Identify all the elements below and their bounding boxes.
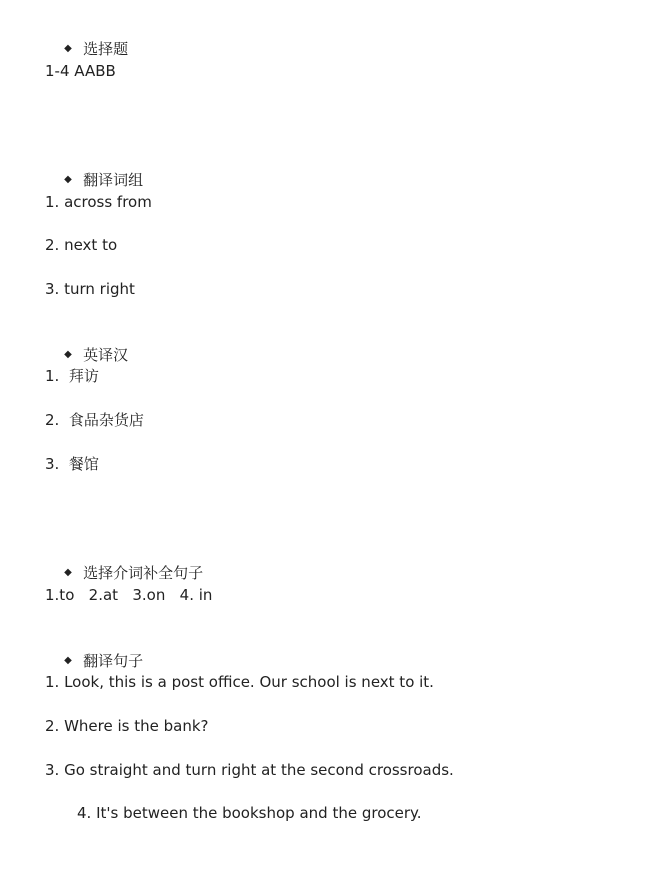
diamond-bullet-icon: ◆ bbox=[64, 43, 72, 54]
heading-text: 选择题 bbox=[83, 40, 129, 58]
sentence-item: 2. Where is the bank? bbox=[45, 717, 209, 735]
choice-answer: 1-4 AABB bbox=[45, 62, 116, 80]
phrase-item: 1. across from bbox=[45, 193, 152, 211]
heading-phrases bbox=[45, 147, 144, 189]
en-cn-item: 2. 食品杂货店 bbox=[45, 411, 144, 429]
en-cn-item: 1. 拜访 bbox=[45, 367, 99, 385]
heading-text: 翻译句子 bbox=[83, 652, 144, 670]
sentence-item: 4. It's between the bookshop and the grocery. bbox=[77, 804, 422, 822]
heading-text: 英译汉 bbox=[83, 346, 129, 364]
heading-en-cn bbox=[45, 322, 129, 364]
heading-text: 翻译词组 bbox=[83, 171, 144, 189]
prep-answer: 1.to 2.at 3.on 4. in bbox=[45, 586, 213, 604]
sentence-item: 1. Look, this is a post office. Our school is next to it. bbox=[45, 673, 434, 691]
diamond-bullet-icon: ◆ bbox=[64, 655, 72, 666]
diamond-bullet-icon: ◆ bbox=[64, 567, 72, 578]
diamond-bullet-icon: ◆ bbox=[64, 349, 72, 360]
diamond-bullet-icon: ◆ bbox=[64, 174, 72, 185]
phrase-item: 2. next to bbox=[45, 236, 118, 254]
heading-prep bbox=[45, 540, 204, 582]
phrase-item: 3. turn right bbox=[45, 280, 135, 298]
heading-text: 选择介词补全句子 bbox=[83, 564, 204, 582]
en-cn-item: 3. 餐馆 bbox=[45, 455, 99, 473]
sentence-item: 3. Go straight and turn right at the second crossroads. bbox=[45, 761, 454, 779]
heading-choice bbox=[45, 16, 129, 58]
heading-sentences bbox=[45, 628, 144, 670]
